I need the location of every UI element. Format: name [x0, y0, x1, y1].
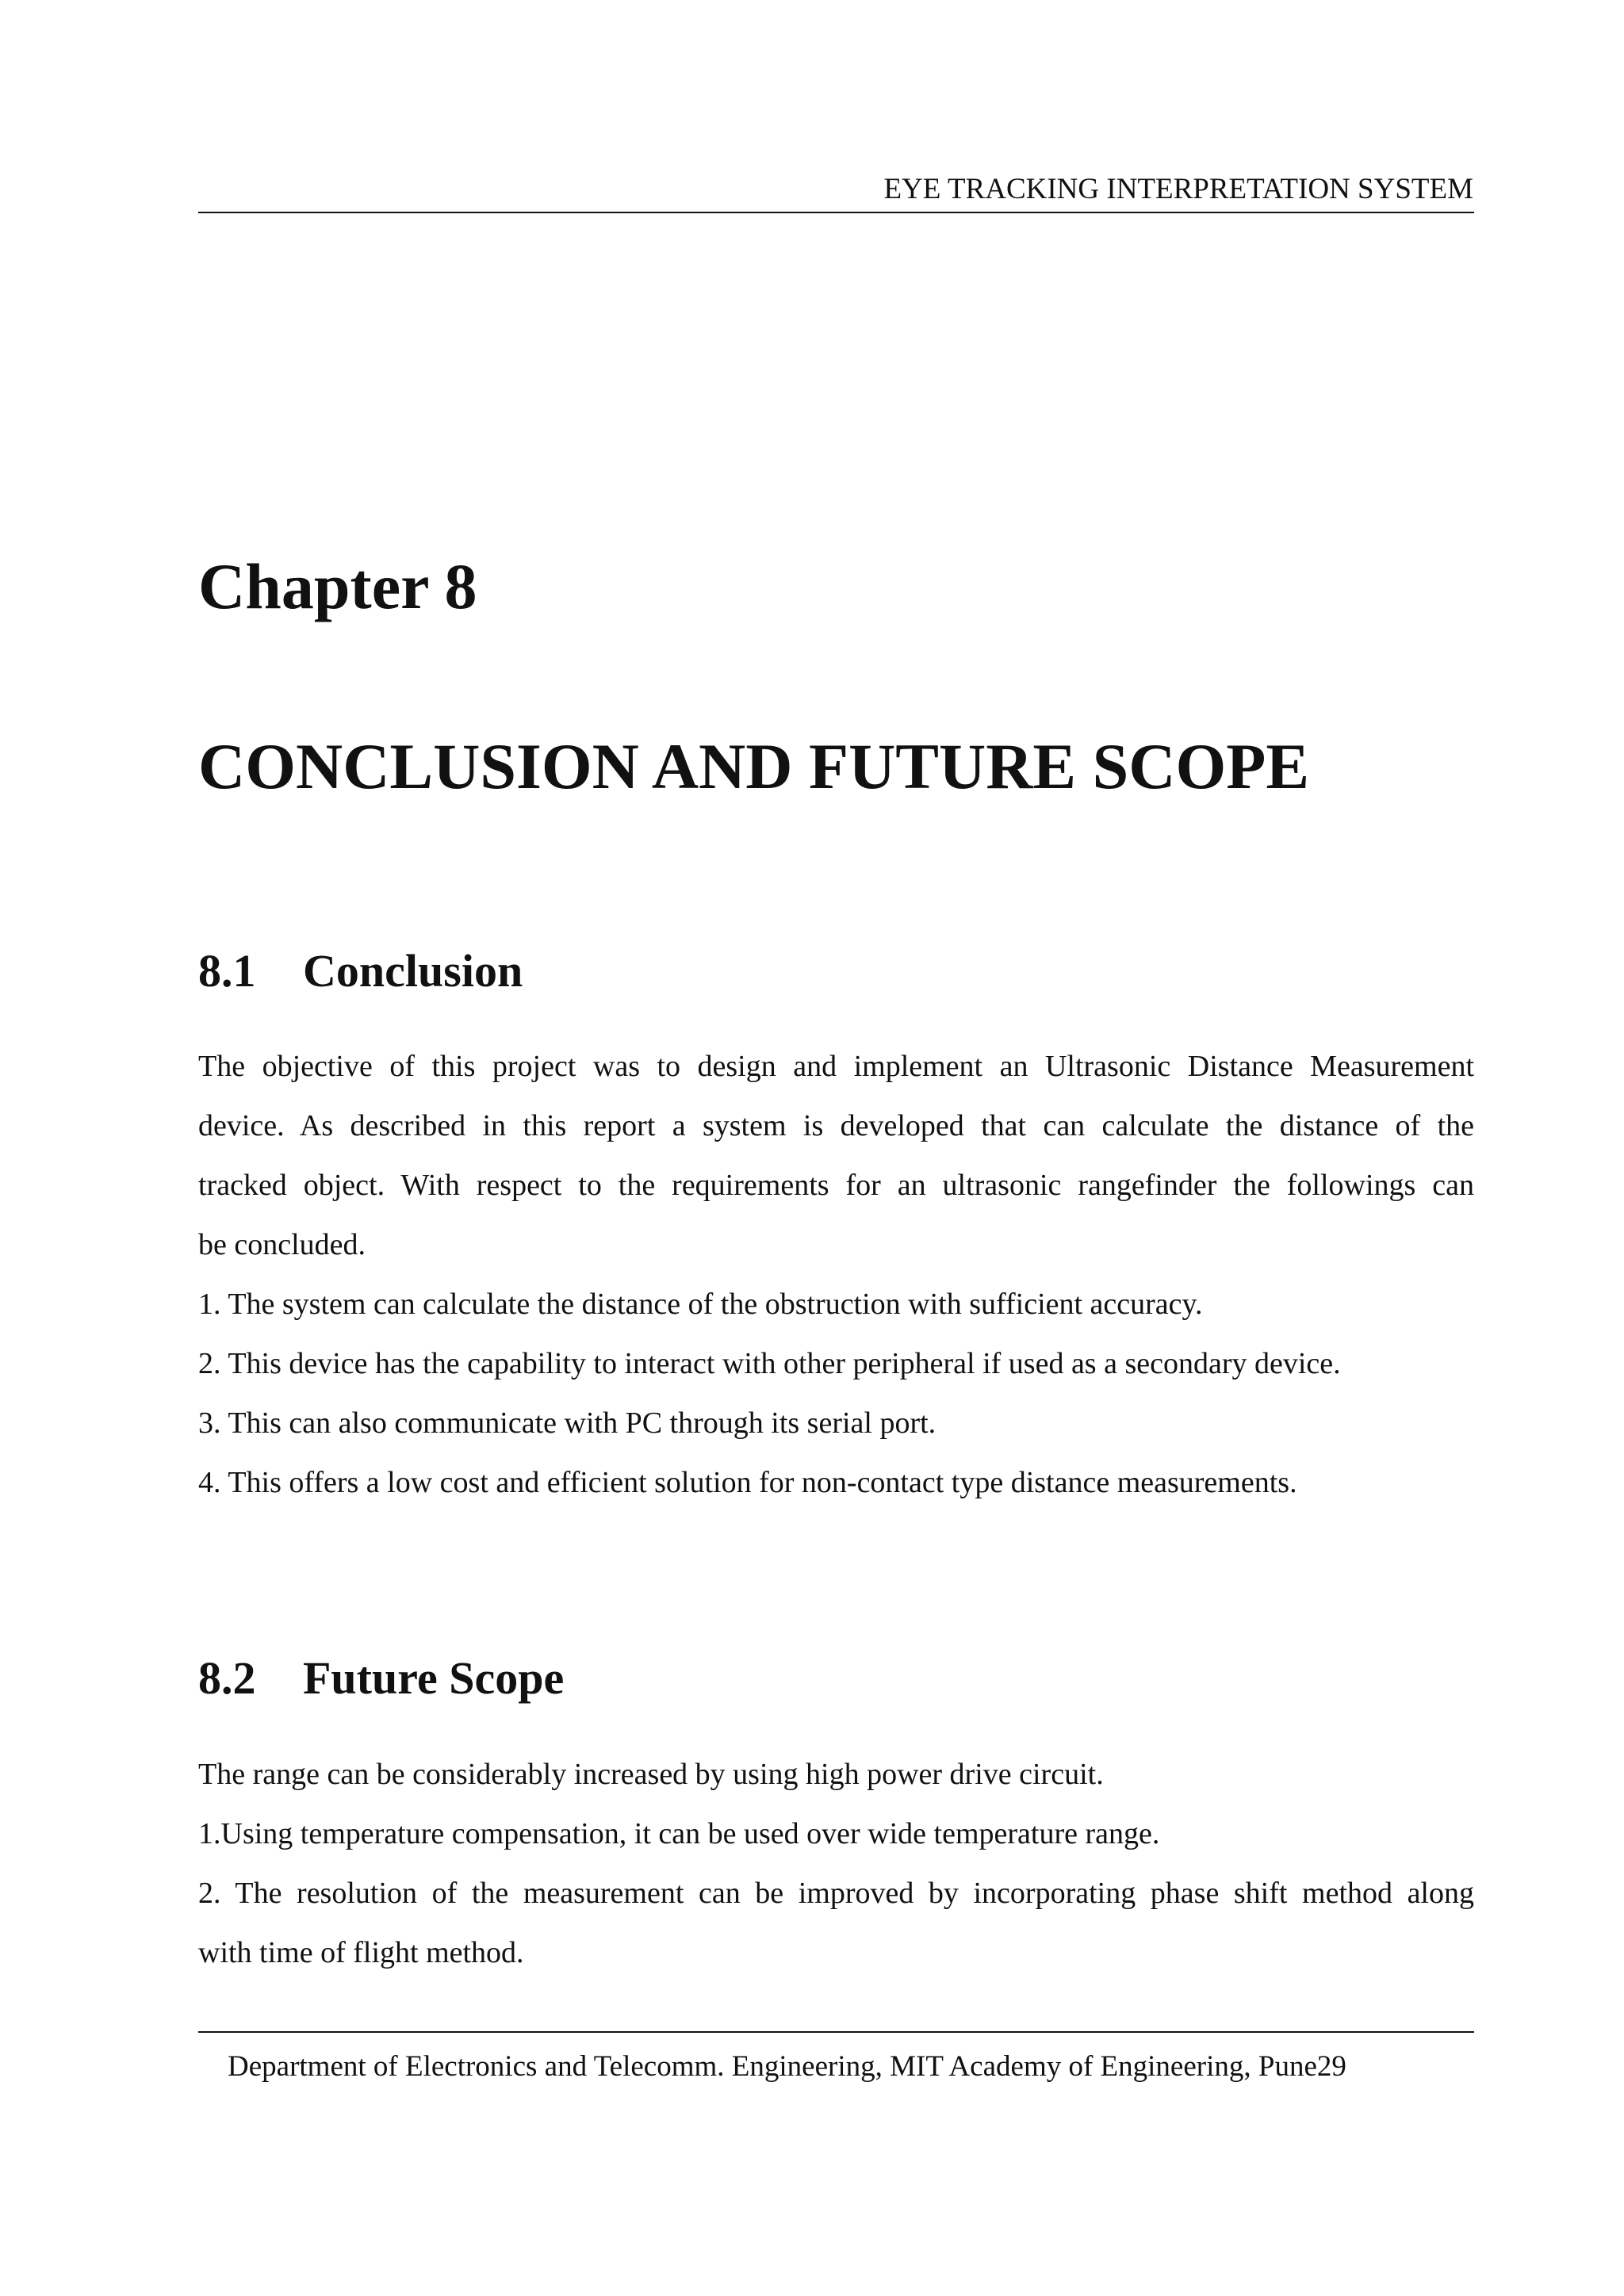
footer-rule: [198, 2031, 1474, 2033]
list-item-continuation: with time of flight method.: [198, 1936, 524, 1969]
list-item: 4. This offers a low cost and efficient solution for non-contact type distance measurements.: [198, 1466, 1297, 1499]
paragraph-line: The objective of this project was to design and implement an Ultrasonic Distance Measurement: [198, 1050, 1474, 1083]
chapter-number: Chapter 8: [198, 550, 477, 622]
list-item: 3. This can also communicate with PC through its serial port.: [198, 1406, 936, 1440]
paragraph-line: tracked object. With respect to the requirements for an ultrasonic rangefinder the followings can: [198, 1169, 1474, 1202]
page-footer: Department of Electronics and Telecomm. Engineering, MIT Academy of Engineering, Pune29: [228, 2050, 1346, 2083]
paragraph-line: device. As described in this report a system is developed that can calculate the distance of the: [198, 1109, 1474, 1142]
running-header: EYE TRACKING INTERPRETATION SYSTEM: [883, 173, 1473, 205]
section-title: Conclusion: [303, 945, 523, 997]
list-item: 2. The resolution of the measurement can be improved by incorporating phase shift method along: [198, 1877, 1474, 1910]
section-heading-conclusion: [198, 943, 523, 999]
list-item: 2. This device has the capability to interact with other peripheral if used as a secondary device.: [198, 1347, 1341, 1380]
paragraph-line: be concluded.: [198, 1228, 366, 1261]
list-item: 1. The system can calculate the distance of the obstruction with sufficient accuracy.: [198, 1288, 1203, 1321]
header-rule: [198, 212, 1474, 213]
paragraph-line: The range can be considerably increased by using high power drive circuit.: [198, 1758, 1104, 1791]
section-title: Future Scope: [303, 1652, 565, 1704]
chapter-title: CONCLUSION AND FUTURE SCOPE: [198, 730, 1310, 802]
section-number: 8.2: [198, 1652, 256, 1704]
section-heading-future-scope: [198, 1651, 564, 1706]
section-number: 8.1: [198, 945, 256, 997]
list-item: 1.Using temperature compensation, it can be used over wide temperature range.: [198, 1817, 1160, 1850]
